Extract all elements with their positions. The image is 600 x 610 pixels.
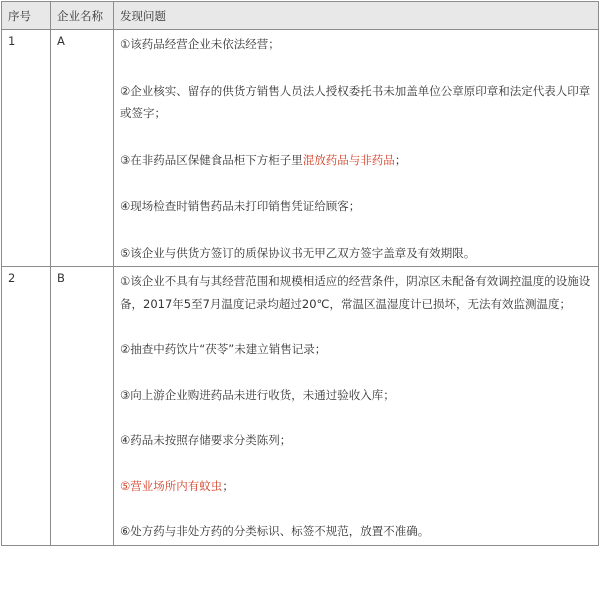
issue-text: ②企业核实、留存的供货方销售人员法人授权委托书未加盖单位公章原印章和法定代表人印章或签字； [120, 83, 591, 120]
issue-text: ⑤该企业与供货方签订的质保协议书无甲乙双方签字盖章及有效期限。 [120, 245, 476, 260]
issue-text: ④药品未按照存储要求分类陈列； [120, 433, 292, 447]
table-header-row [2, 2, 599, 30]
issue-item [120, 520, 592, 543]
issue-item [120, 429, 592, 452]
issue-item [120, 338, 592, 361]
issue-text: ④现场检查时销售药品未打印销售凭证给顾客； [120, 199, 361, 213]
row-company-name: B [51, 267, 114, 546]
issue-item [120, 149, 592, 172]
issue-highlight-text: ⑤营业场所内有蚊虫 [120, 478, 223, 493]
issue-text: ③在非药品区保健食品柜下方柜子里 [120, 152, 303, 167]
issue-item [120, 384, 592, 407]
header-issues-found: 发现问题 [114, 2, 599, 30]
issue-text: ①该企业不具有与其经营范围和规模相适应的经营条件，阴凉区未配备有效调控温度的设施设备，2017年5至7月温度记录均超过20℃，常温区温湿度计已损坏，无法有效监测温度； [120, 274, 591, 311]
issue-text: ②抽查中药饮片“茯苓”未建立销售记录； [120, 342, 327, 356]
issue-text: ⑥处方药与非处方药的分类标识、标签不规范，放置不准确。 [120, 524, 430, 538]
table-row [2, 30, 599, 267]
header-serial-number: 序号 [2, 2, 51, 30]
header-company-name: 企业名称 [51, 2, 114, 30]
issue-text: ③向上游企业购进药品未进行收货，未通过验收入库； [120, 387, 395, 402]
issue-item [120, 33, 592, 56]
issue-highlight-text: 混放药品与非药品 [302, 152, 395, 167]
issue-item [120, 195, 592, 218]
row-issues-cell [114, 30, 599, 267]
issue-item [120, 242, 592, 265]
row-company-name: A [51, 30, 114, 267]
issue-item [120, 80, 592, 125]
inspection-table [1, 1, 599, 546]
row-serial-number: 1 [2, 30, 51, 267]
issue-text: ； [222, 478, 234, 493]
issue-text: ①该药品经营企业未依法经营； [120, 37, 280, 51]
issue-item [120, 270, 592, 315]
issue-item [120, 475, 592, 498]
row-issues-cell [114, 267, 599, 546]
table-row [2, 267, 599, 546]
row-serial-number: 2 [2, 267, 51, 546]
issue-text: ； [394, 152, 407, 167]
